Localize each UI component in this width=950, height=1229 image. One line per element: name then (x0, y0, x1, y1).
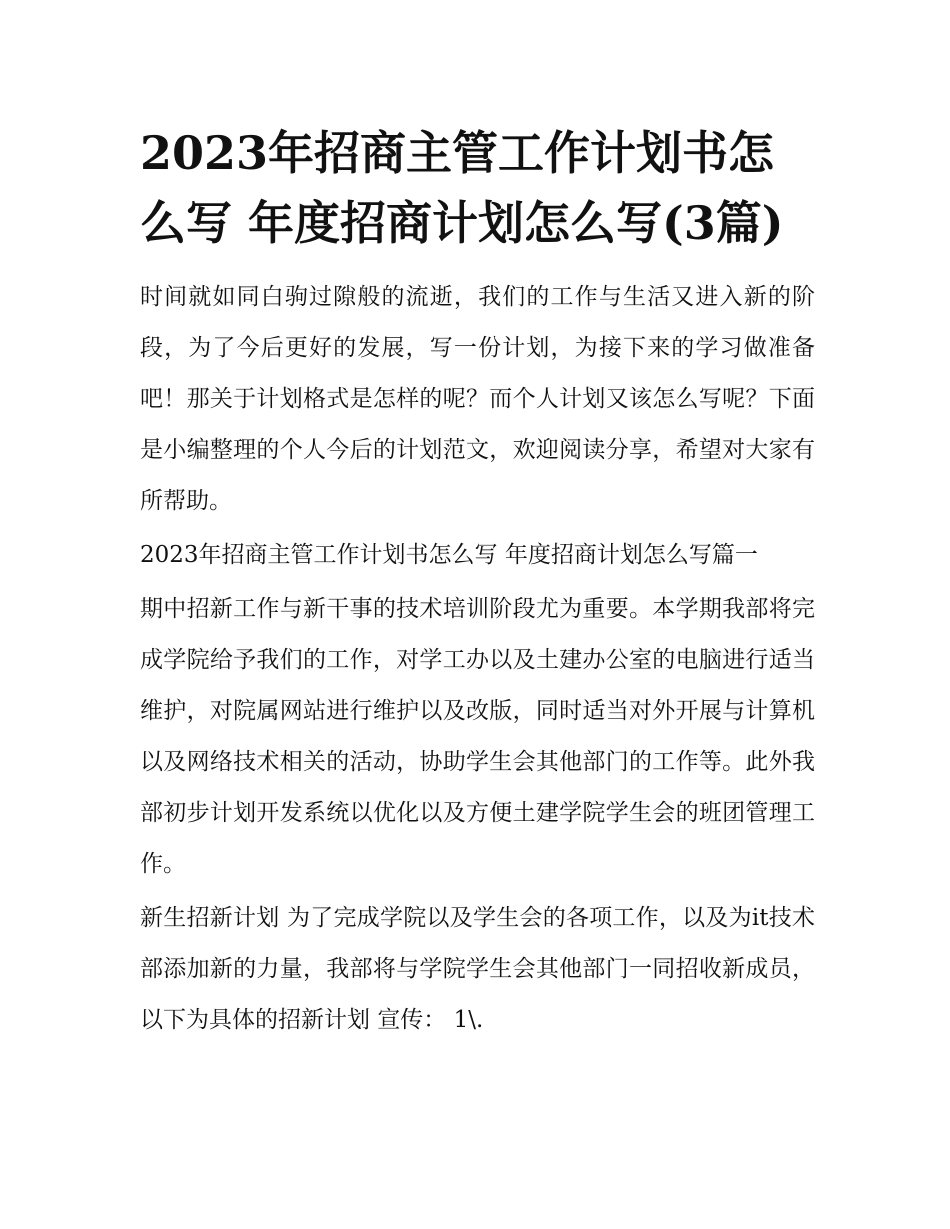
document-title: 2023年招商主管工作计划书怎么写 年度招商计划怎么写(3篇) (140, 126, 784, 250)
body-paragraph: 期中招新工作与新干事的技术培训阶段尤为重要。本学期我部将完成学院给予我们的工作，对学工办以及土建办公室的电脑进行适当维护，对院属网站进行维护以及改版，同时适当对外开展与计算机以及网络技术相关的活动，协助学生会其他部门的工作等。此外我部初步计划开发系统以优化以及方便土建学院学生会的班团管理工作。 (140, 596, 815, 877)
intro-paragraph: 时间就如同白驹过隙般的流逝，我们的工作与生活又进入新的阶段，为了今后更好的发展，写一份计划，为接下来的学习做准备吧！那关于计划格式是怎样的呢？而个人计划又该怎么写呢？下面是小编整理的个人今后的计划范文，欢迎阅读分享，希望对大家有所帮助。 (140, 284, 815, 514)
document-page (140, 118, 815, 1049)
body-paragraph: 新生招新计划 为了完成学院以及学生会的各项工作，以及为it技术部添加新的力量，我部将与学院学生会其他部门一同招收新成员，以下为具体的招新计划 宣传： 1\. (140, 905, 815, 1033)
section-heading: 2023年招商主管工作计划书怎么写 年度招商计划怎么写篇一 (140, 542, 758, 568)
